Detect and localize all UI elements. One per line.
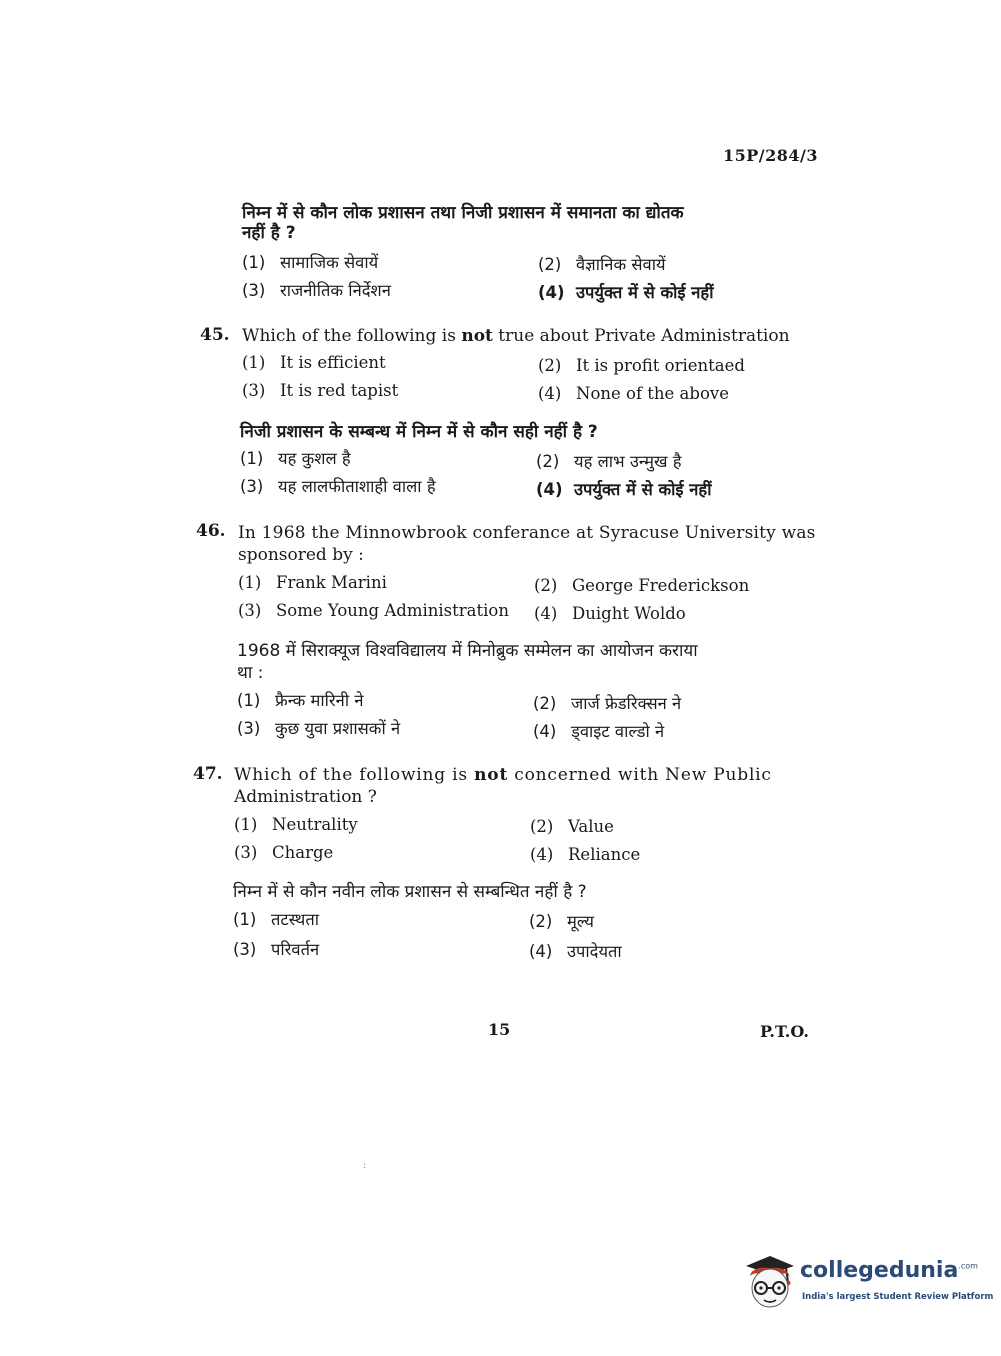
q47-hi-option-4: (4) उपादेयता <box>529 942 622 961</box>
q44-hindi-line2: नहीं है ? <box>242 223 296 243</box>
q46-hindi-line2: था : <box>237 663 264 683</box>
q46-question-line1: In 1968 the Minnowbrook conferance at Syracuse University was <box>238 523 816 543</box>
q46-option-2: (2) George Frederickson <box>534 576 750 595</box>
q45-option-2: (2) It is profit orientaed <box>538 356 745 375</box>
q44-option-2: (2) वैज्ञानिक सेवायें <box>538 255 666 274</box>
q47-question-line2: Administration ? <box>234 787 377 807</box>
q44-option-4: (4) उपर्युक्त में से कोई नहीं <box>538 283 714 302</box>
q46-option-1: (1) Frank Marini <box>238 573 387 592</box>
speck: : <box>363 1160 367 1171</box>
q46-hi-option-1: (1) फ्रैन्क मारिनी ने <box>237 691 364 710</box>
q47-option-4: (4) Reliance <box>530 845 641 864</box>
q44-option-1: (1) सामाजिक सेवायें <box>242 253 379 272</box>
q45-option-3: (3) It is red tapist <box>242 381 399 400</box>
q46-option-4: (4) Duight Woldo <box>534 604 686 623</box>
q45-hi-option-3: (3) यह लालफीताशाही वाला है <box>240 477 436 496</box>
page-number: 15 <box>488 1020 511 1039</box>
q46-option-3: (3) Some Young Administration <box>238 601 509 620</box>
q46-hi-option-2: (2) जार्ज फ्रेडरिक्सन ने <box>533 694 682 713</box>
mascot-icon <box>742 1252 798 1312</box>
q44-option-3: (3) राजनीतिक निर्देशन <box>242 281 391 300</box>
q47-hi-option-3: (3) परिवर्तन <box>233 940 320 959</box>
q46-hi-option-3: (3) कुछ युवा प्रशासकों ने <box>237 719 401 738</box>
q46-number: 46. <box>196 521 226 541</box>
q45-option-4: (4) None of the above <box>538 384 729 403</box>
q47-option-3: (3) Charge <box>234 843 334 862</box>
q47-option-2: (2) Value <box>530 817 614 836</box>
q45-number: 45. <box>200 325 230 345</box>
q47-hindi: निम्न में से कौन नवीन लोक प्रशासन से सम्बन्धित नहीं है ? <box>233 882 587 902</box>
q46-hindi-line1: 1968 में सिराक्यूज विश्वविद्यालय में मिनोब्रुक सम्मेलन का आयोजन कराया <box>237 641 698 661</box>
q47-question-line1: Which of the following is not concerned with New Public <box>234 765 772 785</box>
q46-hi-option-4: (4) ड्वाइट वाल्डो ने <box>533 722 665 741</box>
q45-option-1: (1) It is efficient <box>242 353 386 372</box>
q45-hi-option-2: (2) यह लाभ उन्मुख है <box>536 452 682 471</box>
q46-question-line2: sponsored by : <box>238 545 364 565</box>
q45-hi-option-1: (1) यह कुशल है <box>240 449 351 468</box>
logo-wordmark: collegedunia$^{.com}$ <box>800 1258 978 1283</box>
q47-number: 47. <box>193 764 223 784</box>
q47-hi-option-1: (1) तटस्थता <box>233 910 320 929</box>
paper-code: 15P/284/3 <box>723 146 819 165</box>
q44-hindi-line1: निम्न में से कौन लोक प्रशासन तथा निजी प्रशासन में समानता का द्योतक <box>242 203 684 223</box>
q47-option-1: (1) Neutrality <box>234 815 358 834</box>
q45-question: Which of the following is not true about Private Administration <box>242 326 790 346</box>
q45-hi-option-4: (4) उपर्युक्त में से कोई नहीं <box>536 480 712 499</box>
q45-hindi: निजी प्रशासन के सम्बन्ध में निम्न में से कौन सही नहीं है ? <box>240 422 598 442</box>
collegedunia-logo <box>742 1252 994 1312</box>
q47-hi-option-2: (2) मूल्य <box>529 912 594 931</box>
pto-label: P.T.O. <box>760 1022 809 1041</box>
logo-tagline: India's largest Student Review Platform <box>802 1292 994 1302</box>
